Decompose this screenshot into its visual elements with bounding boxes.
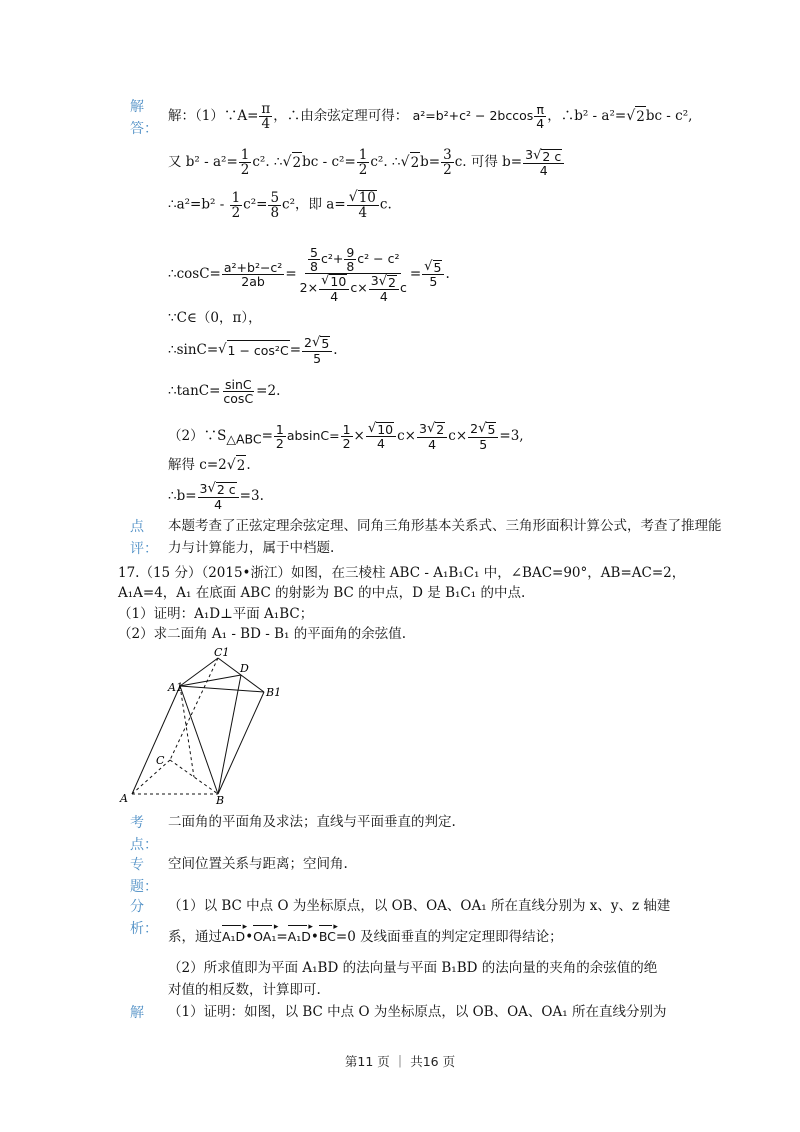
vertex-C1: C1 [214, 646, 230, 659]
label-zhuanti: 专 题： [130, 857, 158, 895]
vertex-A1: A1 [168, 681, 183, 694]
label-solution-17: 解 [130, 1005, 144, 1021]
solution-line-C-range: ∵C∈（0，π）， [168, 310, 262, 326]
edge-A1B [180, 686, 218, 794]
solution-17-line-1: （1）证明：如图，以 BC 中点 O 为坐标原点，以 OB、OA、OA₁ 所在直线分别为 [168, 1004, 667, 1020]
comment-line-2: 力与计算能力，属于中档题. [168, 540, 335, 556]
edge-A1C1 [180, 658, 218, 686]
kaodian-text: 二面角的平面角及求法；直线与平面垂直的判定. [168, 814, 456, 830]
solution-line-area: $(2)\because S_{\triangle ABC}=$ $\frac{1}{2}$ absinC= $\frac{1}{2}$ × √ 10 4 c× 3 √ 2 4 c× 2 √ 5 5 =3, [168, 421, 524, 452]
vertex-B: B [216, 794, 225, 806]
label-analysis: 分 析： [130, 899, 158, 937]
edge-A1B1 [180, 686, 264, 692]
solution-line-b-value: ∴b= 3 √ 2 c 4 =3. [168, 481, 264, 512]
vertex-C: C [156, 754, 165, 767]
problem-17-title: 17.（15 分）（2015•浙江）如图，在三棱柱 ABC - A₁B₁C₁ 中，∠BAC=90°，AB=AC=2， [118, 565, 686, 581]
analysis-line-2: 系，通过A₁D ▸•OA₁ ▸=A₁D ▸•BC ▸=0 及线面垂直的判定定理即得结论； [168, 924, 563, 947]
label-solution: 解 答： [130, 99, 158, 137]
edge-A1A [132, 686, 180, 794]
vertex-B1: B1 [266, 686, 282, 699]
edge-A1D [180, 675, 241, 686]
problem-17-question-2: （2）求二面角 A₁ - BD - B₁ 的平面角的余弦值. [118, 626, 406, 642]
analysis-line-3: （2）所求值即为平面 A₁BD 的法向量与平面 B₁BD 的法向量的夹角的余弦值的绝 [168, 960, 658, 976]
edge-C1C [170, 658, 218, 760]
analysis-line-1: （1）以 BC 中点 O 为坐标原点，以 OB、OA、OA₁ 所在直线分别为 x、y、z 轴建 [168, 898, 671, 914]
solution-line-2: 又 b² - a²= $\frac{1}{2}$ c². ∴ √ 2 bc - c²= $\frac{1}{2}$ c². ∴ √ 2 b= $\frac{3}{2}$ c. 可得 b= 3 √ 2 c 4 [168, 148, 565, 177]
solution-line-1: 解：（1）∵A= $\frac{\pi}{4}$ ，∴由余弦定理可得： a²=b²+c² − 2bccos $\frac{\pi}{4}$ ，∴b² - a²= √ 2 bc - c², [168, 101, 693, 133]
vertex-D: D [240, 662, 249, 675]
prism-figure [118, 644, 298, 806]
zhuanti-text: 空间位置关系与距离；空间角. [168, 856, 348, 872]
edge-A1O [180, 686, 194, 777]
page-footer: 第11 页 ｜ 共16 页 [344, 1054, 456, 1069]
problem-17-line-2: A₁A=4，A₁ 在底面 ABC 的射影为 BC 的中点，D 是 B₁C₁ 的中点. [118, 585, 526, 601]
problem-17-question-1: （1）证明：A₁D⊥平面 A₁BC； [118, 606, 314, 622]
label-kaodian: 考 点： [130, 815, 158, 853]
solution-line-3: ∴a²=b² - $\frac{1}{2}$ c²= $\frac{5}{8}$ c²，即 a= √ 10 4 c. [168, 189, 392, 222]
solution-line-tanC: ∴tanC= $\frac{\sin C}{\cos C}$ =2. [168, 377, 281, 407]
solution-line-sinC: ∴sinC= √ 1 − cos²C = 2 √ 5 5 . [168, 335, 338, 366]
analysis-line-4: 对值的相反数，计算即可. [168, 982, 321, 998]
edge-B1B [218, 692, 264, 794]
solution-line-cosC: ∴cosC= $\frac{\text{a²+b²−c²}}{2ab}$ = $\frac{5}{8}$ c²+ $\frac{9}{8}$ c² − c² 2× √ 10 4 c× 3 √ 2 4 c = √ 5 5 . [168, 245, 450, 304]
comment-line-1: 本题考查了正弦定理余弦定理、同角三角形基本关系式、三角形面积计算公式，考查了推理能 [168, 518, 722, 534]
solution-line-c-value: 解得 c=2 √ 2 . [168, 457, 251, 474]
edge-DB [218, 675, 241, 794]
label-comment: 点 评： [130, 519, 158, 557]
vertex-A: A [120, 792, 128, 805]
